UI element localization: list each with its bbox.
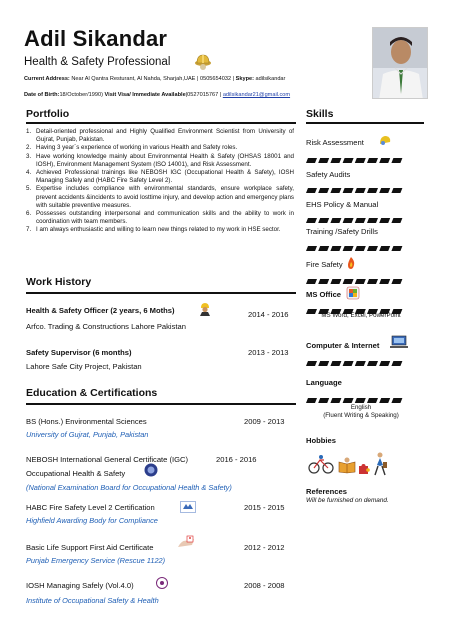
skills-heading: Skills [306, 108, 334, 120]
skype-label: Skype: [235, 76, 254, 82]
edu-dates-5: 2008 - 2008 [244, 581, 285, 590]
skill-bar-segment [367, 398, 378, 403]
skill-bar-segment [391, 398, 402, 403]
edu-dates-2: 2016 - 2016 [216, 455, 257, 464]
skill-bar-segment [318, 398, 329, 403]
work-divider [26, 292, 296, 294]
skill-bar-segment [306, 246, 317, 251]
skill-bar-segment [330, 188, 341, 193]
skill-bar-segment [367, 188, 378, 193]
skill-bar-segment [379, 218, 390, 223]
skill-bar-segment [391, 279, 402, 284]
skill-risk-assessment: Risk Assessment [306, 138, 364, 147]
job-title-2: Safety Supervisor (6 months) [26, 348, 132, 357]
skill-bar-segment [306, 279, 317, 284]
skill-bar-segment [318, 218, 329, 223]
skill-bar-segment [318, 158, 329, 163]
skill-bar-segment [379, 188, 390, 193]
worker-icon [198, 302, 212, 316]
skype-value: adilsikandar [254, 76, 286, 82]
skill-bar-segment [367, 279, 378, 284]
habc-logo-icon [180, 500, 196, 512]
skill-bar-segment [306, 188, 317, 193]
job-title-1: Health & Safety Officer (2 years, 6 Moths) [26, 306, 175, 315]
skill-bar-segment [306, 398, 317, 403]
address-value: Near Al Qantra Resturant, Al Nahda, Sharjah,UAE | 0505654032 | [69, 76, 236, 82]
skill-computer-internet: Computer & Internet [306, 341, 380, 350]
references-heading: References [306, 487, 347, 496]
job-org-1: Arfco. Trading & Constructions Lahore Pakistan [26, 322, 186, 331]
references-text: Will be furnished on demand. [306, 497, 389, 504]
edu-inst-2: (National Examination Board for Occupational Health & Safety) [26, 483, 232, 492]
skill-bar-fire [306, 271, 403, 276]
dob-label: Date of Birth: [24, 92, 60, 98]
skill-bar-segment [330, 218, 341, 223]
computer-icon [390, 335, 408, 349]
skill-bar-segment [355, 246, 366, 251]
fire-icon [346, 256, 356, 268]
skill-bar-segment [355, 398, 366, 403]
job-dates-1: 2014 - 2016 [248, 310, 289, 319]
edu-name-2: NEBOSH International General Certificate (IGC) [26, 455, 189, 464]
edu-dates-3: 2015 - 2015 [244, 503, 285, 512]
skill-bar-segment [318, 188, 329, 193]
edu-inst-4: Punjab Emergency Service (Rescue 1122) [26, 556, 166, 565]
edu-inst-3: Highfield Awarding Body for Compliance [26, 516, 158, 525]
list-item: 7. I am always enthusiastic and willing to learn new things related to my work in HSE sector. [26, 226, 281, 234]
skill-bar-segment [355, 218, 366, 223]
edu-dates-4: 2012 - 2012 [244, 543, 285, 552]
skill-bar-ehs [306, 210, 403, 215]
skill-ms-office: MS Office [306, 290, 342, 299]
cycling-icon [308, 454, 334, 474]
edu-name-3: HABC Fire Safety Level 2 Certification [26, 503, 155, 512]
skill-bar-segment [343, 158, 354, 163]
skill-bar-segment [379, 246, 390, 251]
edu-name-4: Basic Life Support First Aid Certificate [26, 543, 154, 552]
visa-label: Visit Visa/ Immediate Available [104, 92, 186, 98]
skill-bar-segment [330, 279, 341, 284]
job-dates-2: 2013 - 2013 [248, 348, 289, 357]
skill-bar-segment [355, 279, 366, 284]
skill-bar-segment [355, 158, 366, 163]
skill-bar-segment [318, 279, 329, 284]
job-subtitle: Health & Safety Professional [24, 56, 171, 68]
skill-bar-segment [343, 218, 354, 223]
skill-bar-segment [343, 398, 354, 403]
skill-bar-audits [306, 180, 403, 185]
list-item: 3. Have working knowledge mainly about Environmental Health & Safety (OHSAS 18001 and IOSH), Environment Management System (ISO 14001), and Risk Assessment. [26, 152, 294, 168]
profile-photo [372, 27, 428, 99]
skill-bar-segment [367, 218, 378, 223]
book-reading-icon [338, 456, 356, 474]
list-item: 4. Achieved Professional trainings like NEBOSH IGC (Occupational Health & Safety), IOSH Managing Safely and (HABC Fire Safety Level 2). [26, 169, 294, 185]
hobbies-heading: Hobbies [306, 436, 336, 445]
portfolio-heading: Portfolio [26, 108, 70, 120]
contact-line [24, 76, 285, 82]
dob-line [24, 92, 290, 98]
skill-bar-segment [330, 246, 341, 251]
skill-bar-segment [343, 246, 354, 251]
skill-bar-segment [391, 218, 402, 223]
skill-bar-computer [306, 353, 403, 358]
skill-bar-segment [391, 158, 402, 163]
skill-bar-language [306, 390, 403, 395]
puzzle-icon [358, 462, 370, 474]
skill-bar-segment [391, 188, 402, 193]
edu-name-5: IOSH Managing Safely (Vol.4.0) [26, 581, 134, 590]
visa-value: |0527015767 | [185, 92, 223, 98]
language-detail: (Fluent Writing & Speaking) [323, 412, 399, 419]
portfolio-list [26, 128, 294, 235]
nebosh-logo-icon [144, 463, 158, 477]
skill-bar-segment [379, 361, 390, 366]
skill-bar-segment [379, 158, 390, 163]
skill-language: Language [306, 378, 342, 387]
skill-bar-segment [330, 398, 341, 403]
skill-bar-segment [355, 188, 366, 193]
risk-icon [378, 133, 392, 145]
skill-bar-segment [318, 361, 329, 366]
skill-bar-ms-office [306, 301, 403, 306]
list-item: 6. Possesses outstanding interpersonal and communication skills and the ability to work in coordination with team members. [26, 210, 294, 226]
address-label: Current Address: [24, 76, 70, 82]
skill-bar-segment [318, 246, 329, 251]
ms-office-detail: MS Word, Excel, PowerPoint [321, 312, 401, 319]
list-item: 5. Expertise includes compliance with environmental standards, ensure workplace safety, prevent accidents &incidents to avoid losttime injury, and develop action and emergency plans with suitable preventive measures. [26, 185, 294, 209]
skill-bar-training [306, 238, 403, 243]
education-divider [26, 403, 296, 405]
email-link[interactable]: adilsikandar21@gmail.com [222, 92, 291, 98]
candidate-name: Adil Sikandar [24, 26, 168, 51]
work-history-heading: Work History [26, 276, 92, 288]
skill-bar-segment [391, 361, 402, 366]
skill-bar-segment [306, 361, 317, 366]
traveling-icon [372, 452, 388, 476]
iosh-logo-icon [156, 576, 168, 588]
edu-name-2b: Occupational Health & Safety [26, 469, 126, 478]
first-aid-icon [176, 535, 196, 549]
education-heading: Education & Certifications [26, 387, 158, 399]
skill-bar-segment [343, 279, 354, 284]
skill-bar-segment [379, 398, 390, 403]
skill-bar-segment [391, 246, 402, 251]
edu-inst-5: Institute of Occupational Safety & Health [26, 596, 159, 605]
skill-bar-segment [367, 361, 378, 366]
skill-bar-segment [330, 158, 341, 163]
skill-bar-risk [306, 150, 403, 155]
skill-bar-segment [330, 361, 341, 366]
skill-bar-segment [306, 158, 317, 163]
dob-value: 18/October/1990) [59, 92, 105, 98]
job-org-2: Lahore Safe City Project, Pakistan [26, 362, 142, 371]
skill-bar-segment [355, 361, 366, 366]
skill-bar-segment [343, 188, 354, 193]
skill-bar-segment [379, 279, 390, 284]
skill-bar-segment [367, 246, 378, 251]
skills-divider [306, 122, 424, 124]
list-item: 2. Having 3 year`s experience of working in various Health and Safety roles. [26, 144, 238, 152]
skill-safety-audits: Safety Audits [306, 170, 351, 179]
safety-helmet-icon [193, 51, 213, 71]
skill-bar-segment [367, 158, 378, 163]
skill-bar-segment [343, 361, 354, 366]
ms-office-icon [346, 286, 360, 300]
edu-name-1: BS (Hons.) Environmental Sciences [26, 417, 147, 426]
portfolio-divider [26, 122, 296, 124]
language-english: English [350, 404, 372, 411]
skill-ehs-policy: EHS Policy & Manual [306, 200, 379, 209]
list-item: 1. Detail-oriented professional and Highly Qualified Environment Scientist from University of Gujrat, Punjab, Pakistan. [26, 128, 294, 144]
skill-training: Training /Safety Drills [306, 227, 378, 236]
edu-inst-1: University of Gujrat, Punjab, Pakistan [26, 430, 149, 439]
skill-bar-segment [306, 218, 317, 223]
edu-dates-1: 2009 - 2013 [244, 417, 285, 426]
skill-fire-safety: Fire Safety [306, 260, 343, 269]
